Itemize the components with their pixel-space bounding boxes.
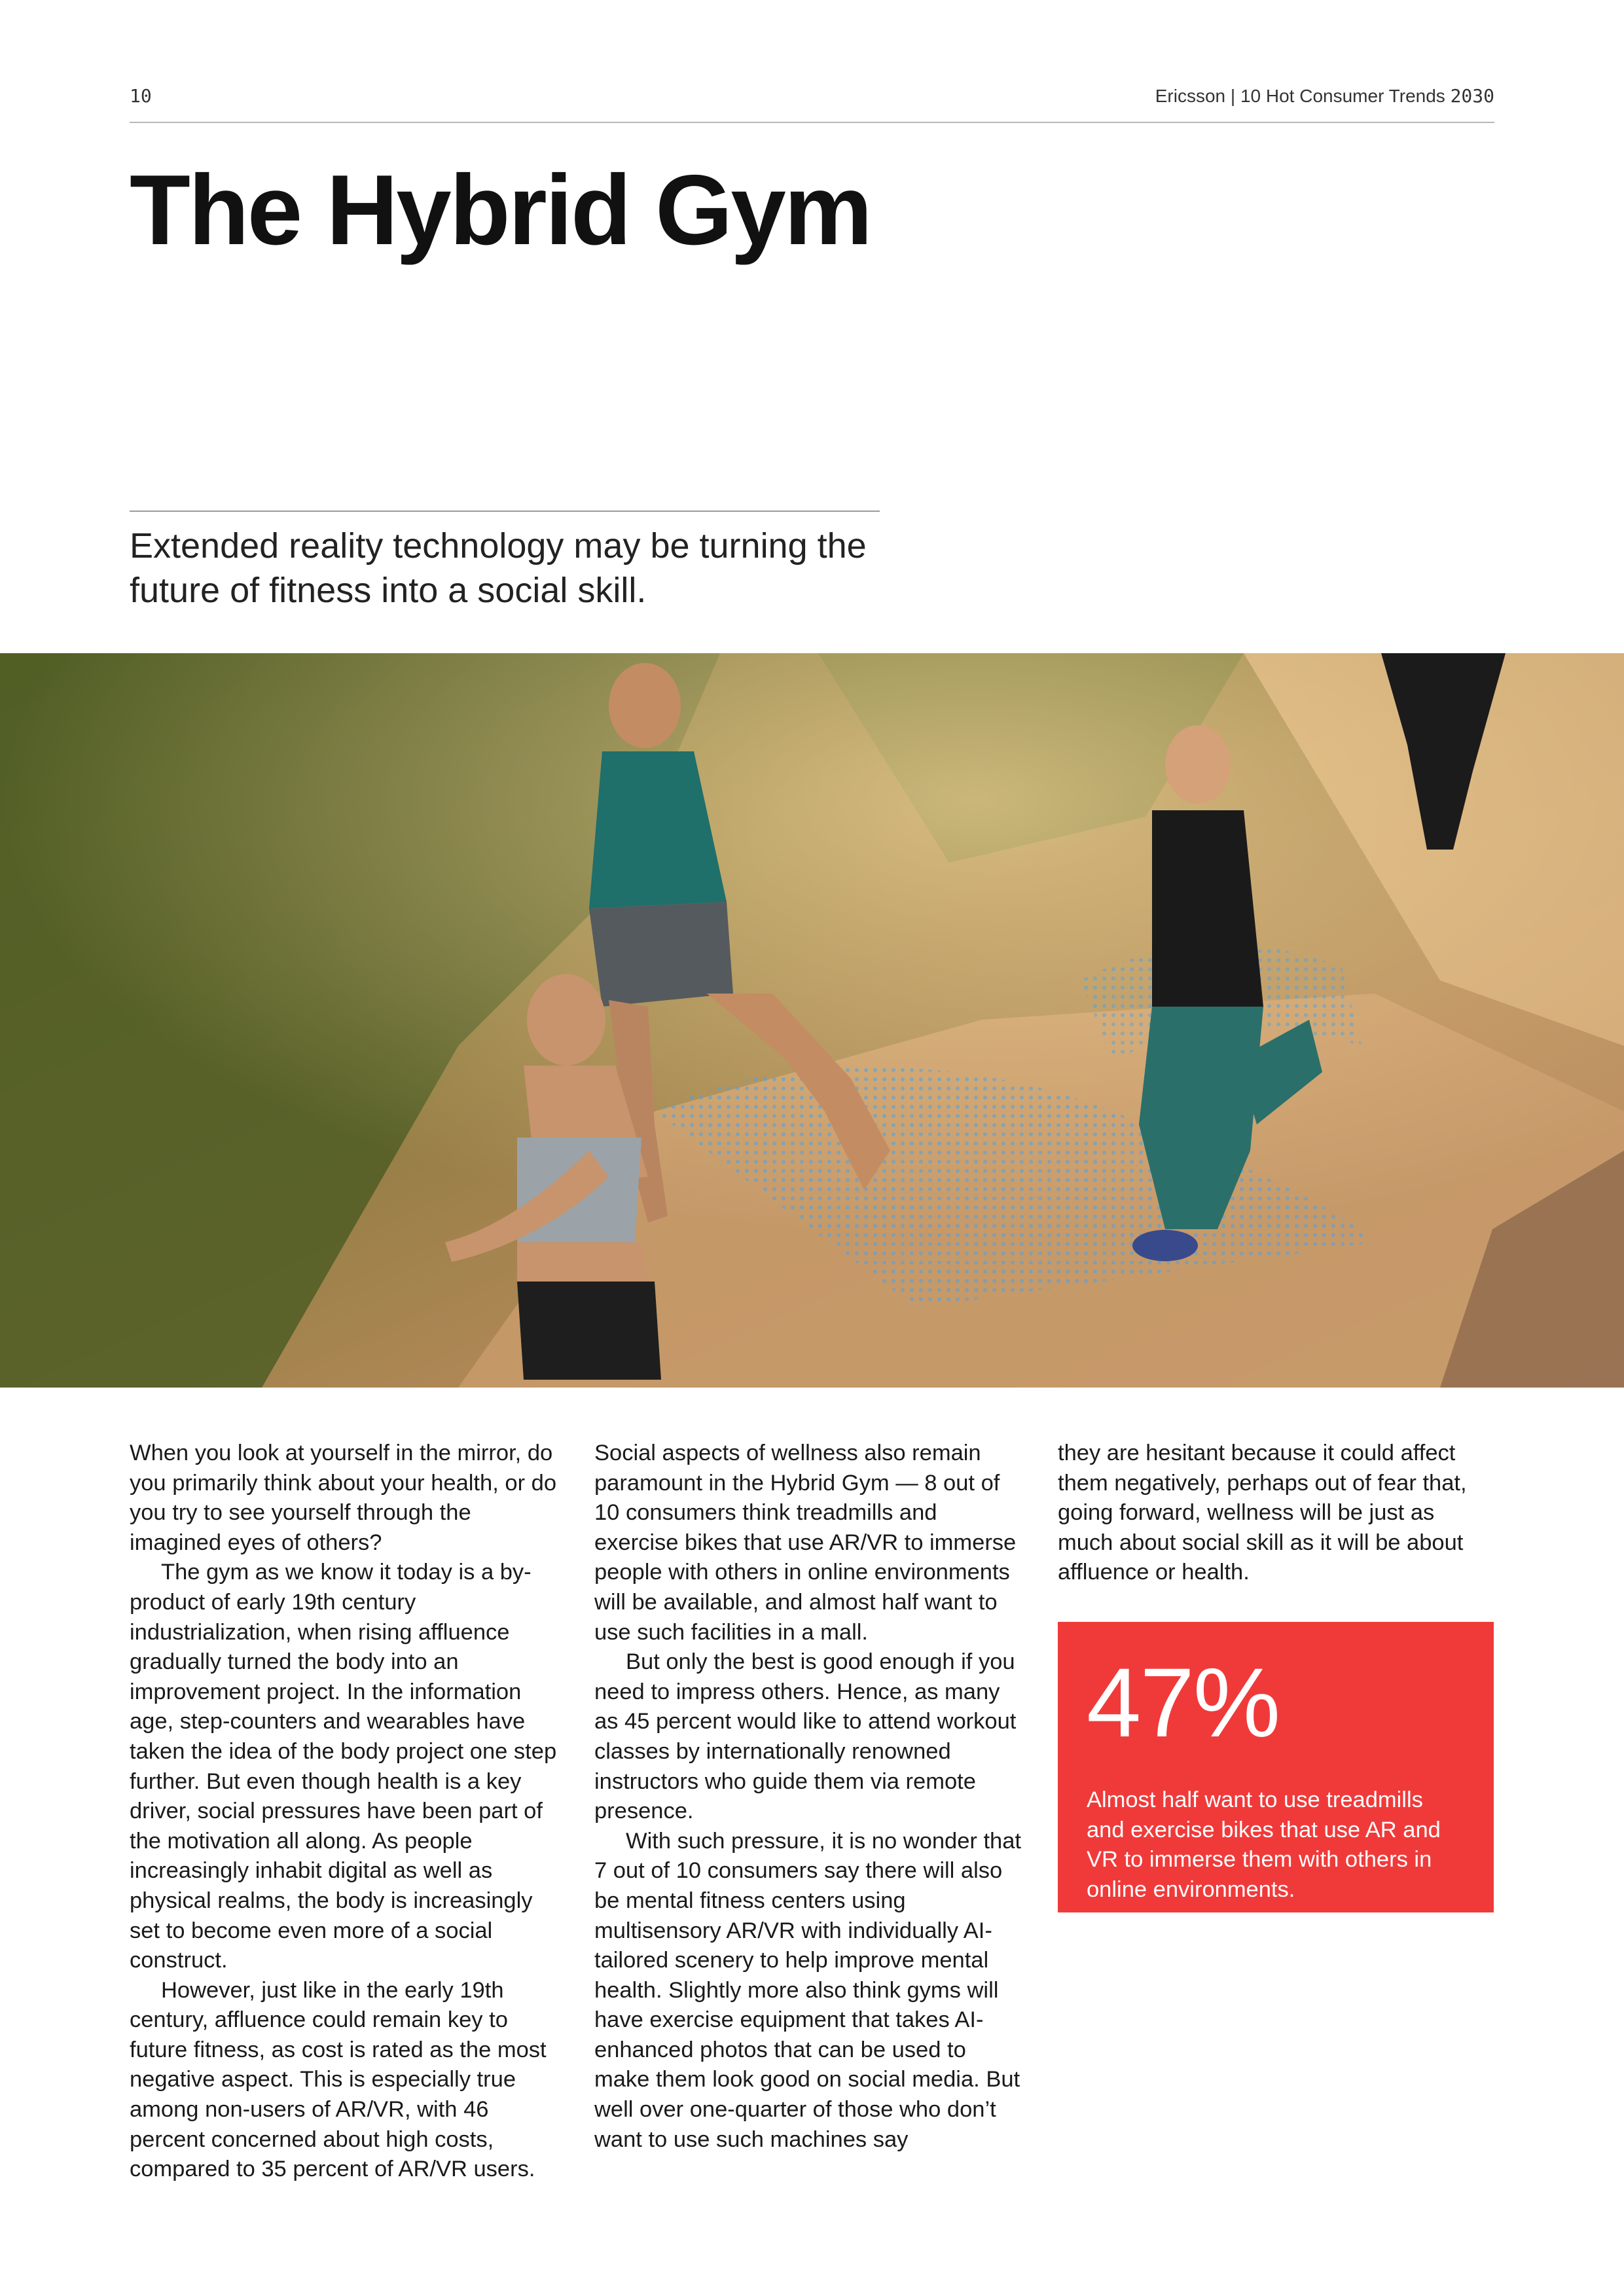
- intro-text: Extended reality technology may be turning the future of fitness into a social skill.: [130, 526, 867, 610]
- page-title: The Hybrid Gym: [130, 154, 871, 266]
- callout-description: Almost half want to use treadmills and exercise bikes that use AR and VR to immerse them with others in online environments.: [1087, 1787, 1441, 1902]
- callout-statistic: 47%: [1087, 1647, 1280, 1757]
- body-column-1: [130, 1439, 562, 2185]
- statistic-callout: [1058, 1622, 1494, 1912]
- publisher-name: Ericsson: [1155, 86, 1226, 106]
- body-paragraph: When you look at yourself in the mirror, do you primarily think about your health, or do you try to see yourself through the imagined eyes of others?: [130, 1441, 557, 1555]
- trail-runners-photo: [0, 653, 1624, 1388]
- report-title: 10 Hot Consumer Trends: [1240, 86, 1451, 106]
- intro-rule: [130, 511, 880, 512]
- body-column-3: [1058, 1439, 1490, 1588]
- report-year: 2030: [1450, 85, 1494, 107]
- body-paragraph: However, just like in the early 19th century, affluence could remain key to future fitness, as cost is rated as the most negative aspect. This is especially true among non-users of AR/VR, with 46 percent concerned about high costs, compared to 35 percent of AR/VR users.: [130, 1977, 547, 2182]
- photo-illustration: [0, 653, 1624, 1388]
- page-number: 10: [130, 85, 152, 107]
- header-rule: [130, 122, 1494, 123]
- running-header: [1155, 85, 1494, 107]
- body-column-2: [594, 1439, 1026, 2155]
- body-paragraph: The gym as we know it today is a by-product of early 19th century industrialization, when rising affluence gradually turned the body into an improvement project. In the information age, step-counters and wearables have taken the idea of the body project one step further. But even though health is a key driver, social pressures have been part of the motivation all along. As people increasingly inhabit digital as well as physical realms, the body is increasingly set to become even more of a social construct.: [130, 1560, 557, 1973]
- body-paragraph: But only the best is good enough if you need to impress others. Hence, as many as 45 percent would like to attend workout classes by internationally renowned instructors who guide them via remote presence.: [594, 1649, 1017, 1824]
- body-paragraph: Social aspects of wellness also remain paramount in the Hybrid Gym — 8 out of 10 consumers think treadmills and exercise bikes that use AR/VR to immerse people with others in online environments will be available, and almost half want to use such facilities in a mall.: [594, 1441, 1017, 1645]
- header-separator: |: [1230, 86, 1236, 106]
- body-paragraph: With such pressure, it is no wonder that 7 out of 10 consumers say there will also be mental fitness centers using multisensory AR/VR with individually AI-tailored scenery to help improve mental health. Slightly more also think gyms will have exercise equipment that takes AI-enhanced photos that can be used to make them look good on social media. But well over one-quarter of those who don’t want to use such machines say: [594, 1828, 1022, 2152]
- body-paragraph: they are hesitant because it could affect them negatively, perhaps out of fear that, going forward, wellness will be just as much about social skill as it will be about affluence or health.: [1058, 1441, 1467, 1585]
